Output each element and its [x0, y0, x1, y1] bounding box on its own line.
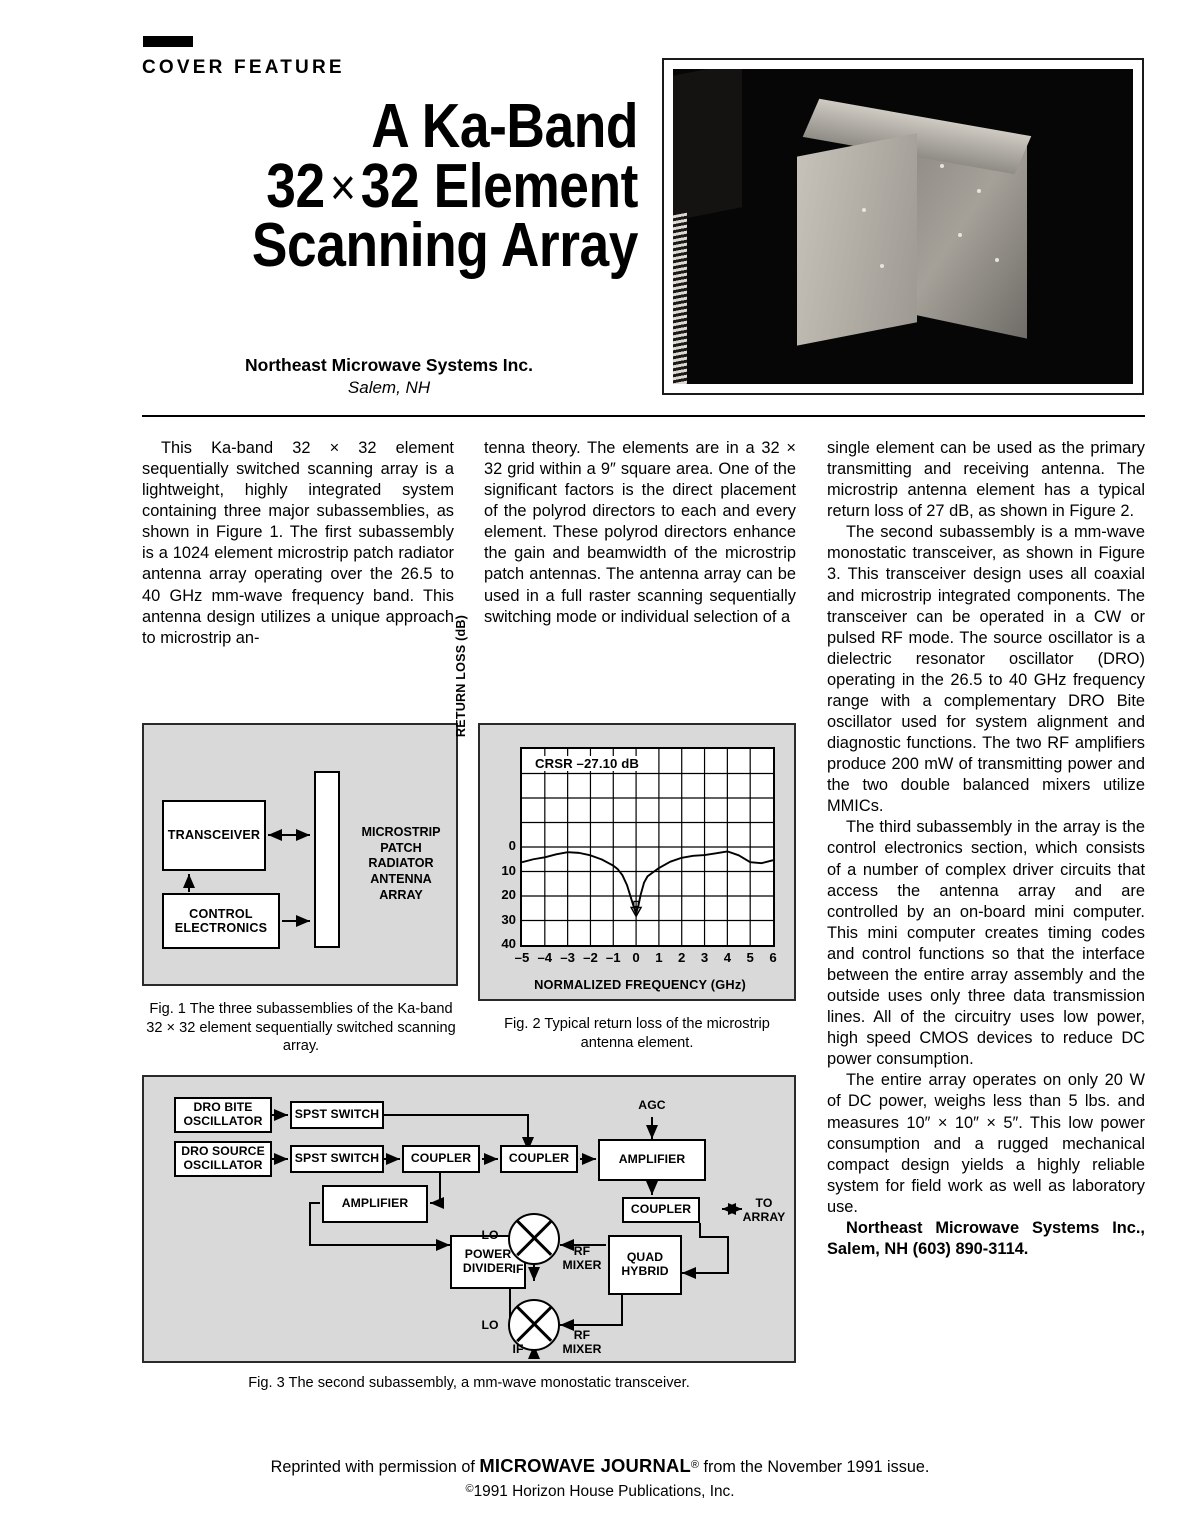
label-agc: AGC	[638, 1098, 666, 1112]
paragraph: The third subassembly in the array is the control electronics section, which consists of a number of complex driver circuits that access the antenna array and are controlled by an on-board mini computer. This mini computer creates timing codes and control functions so that the interface between the entire array assembly and the outside uses only three data transmission lines. All of the circuitry uses low power, high speed CMOS devices to reduce DC power consumption.	[827, 818, 1145, 1069]
paragraph: single element can be used as the primary transmitting and receiving antenna. The microstrip antenna element has a typical return loss of 27 dB, as shown in Figure 2.	[827, 439, 1145, 521]
label-lo-1: LO	[481, 1228, 499, 1242]
chassis-screw	[977, 189, 981, 193]
chart-x-tick-label: –5	[514, 950, 530, 965]
footer-copyright	[0, 1483, 1200, 1501]
cover-feature-kicker: COVER FEATURE	[142, 57, 345, 78]
block-control-electronics: CONTROL ELECTRONICS	[162, 893, 280, 949]
mixer-symbol-1	[508, 1213, 560, 1265]
chassis-screw	[940, 164, 944, 168]
chart-plot-area	[520, 747, 775, 947]
article-title	[140, 92, 638, 281]
chassis-cavity	[673, 69, 742, 221]
chart-x-tick-label: –1	[605, 950, 621, 965]
figure-1-connectors	[144, 725, 456, 984]
title-line-1: A Ka-Band	[371, 92, 638, 161]
figure-1-diagram	[142, 723, 458, 986]
chart-x-tick-label: 0	[632, 950, 640, 965]
footer-copyright-text: 1991 Horizon House Publications, Inc.	[473, 1483, 735, 1500]
footer-brand: MICROWAVE JOURNAL	[479, 1455, 691, 1476]
paragraph: The entire array operates on only 20 W of DC power, weighs less than 5 lbs. and measures 10″ × 10″ × 5″. This low power consumption and a rugged mechanical compact design yields a highly reliable system for field work as well as laboratory use.	[827, 1071, 1145, 1216]
chart-x-axis-label: NORMALIZED FREQUENCY (GHz)	[534, 977, 746, 992]
block-spst-switch-2: SPST SWITCH	[290, 1145, 384, 1173]
label-to-array: TO ARRAY	[742, 1196, 786, 1224]
label-lo-2: LO	[481, 1318, 499, 1332]
cover-photo-frame	[662, 58, 1144, 395]
block-transceiver: TRANSCEIVER	[162, 800, 266, 871]
label-rf-mixer-2: RF MIXER	[562, 1328, 602, 1356]
figure-2-chart	[454, 614, 796, 1001]
paragraph: tenna theory. The elements are in a 32 × 32 grid within a 9″ square area. One of the significant factors is the direct placement of the polyrod directors to each and every element. These polyrod directors enhance the gain and beamwidth of the microstrip patch antennas. The antenna array can be used in a full raster scanning sequentially switching mode or individual selection of a	[484, 439, 796, 626]
title-line-2	[210, 151, 638, 221]
registered-mark-icon: ®	[690, 1459, 699, 1471]
body-column-2	[484, 438, 796, 628]
body-column-3	[827, 438, 1145, 1260]
chart-y-tick-label: 20	[501, 887, 516, 902]
chassis-front-panel	[797, 133, 917, 345]
block-amplifier-top: AMPLIFIER	[598, 1139, 706, 1181]
block-spst-switch-1: SPST SWITCH	[290, 1101, 384, 1129]
chart-y-tick-label: 10	[501, 862, 516, 878]
label-microstrip-patch-radiator-antenna-array: MICROSTRIP PATCH RADIATOR ANTENNA ARRAY	[361, 825, 441, 902]
chart-y-axis-label: RETURN LOSS (dB)	[454, 614, 468, 738]
kicker-rule	[143, 36, 193, 47]
chart-x-tick-label: –4	[537, 950, 553, 965]
label-if-1: IF	[512, 1262, 524, 1276]
chart-x-tick-label: –2	[583, 950, 598, 965]
header-divider	[142, 415, 1145, 417]
chart-y-tick-label: 30	[501, 911, 516, 927]
chassis-screw	[862, 208, 866, 212]
chart-x-tick-label: 5	[746, 950, 754, 965]
chart-y-tick-label: 40	[501, 936, 516, 951]
chart-y-tick-label: 0	[508, 838, 516, 853]
chart-cursor-annotation: CRSR –27.10 dB	[535, 756, 640, 771]
footer-pre: Reprinted with permission of	[270, 1458, 480, 1476]
chassis-screw	[958, 233, 962, 237]
block-coupler-1: COUPLER	[402, 1145, 480, 1173]
label-rf-mixer-1: RF MIXER	[562, 1244, 602, 1272]
paragraph: This Ka-band 32 × 32 element sequentially switched scanning array is a lightweight, highly integrated system containing three major subassemblies, as shown in Figure 1. The first subassembly is a 1024 element microstrip patch radiator antenna array operating over the 26.5 to 40 GHz mm-wave frequency band. This antenna design utilizes a unique approach to microstrip an-	[142, 439, 454, 647]
title-line-3: Scanning Array	[251, 211, 638, 281]
figure-1-caption: Fig. 1 The three subassemblies of the Ka-band 32 × 32 element sequentially switched scanning array.	[146, 1001, 456, 1055]
byline-company: Northeast Microwave Systems Inc.	[245, 355, 533, 375]
multiply-icon: ×	[329, 158, 356, 217]
block-coupler-3: COUPLER	[622, 1197, 700, 1223]
footer-post: from the November 1991 issue.	[699, 1458, 930, 1476]
block-amplifier-left: AMPLIFIER	[322, 1185, 428, 1223]
chassis-connector-comb	[673, 213, 687, 384]
body-column-1	[142, 438, 454, 649]
chart-x-tick-label: 1	[655, 950, 663, 965]
block-dro-bite-oscillator: DRO BITE OSCILLATOR	[174, 1097, 272, 1133]
contact-paragraph: Northeast Microwave Systems Inc., Salem, NH (603) 890-3114.	[827, 1218, 1145, 1258]
block-coupler-2: COUPLER	[500, 1145, 578, 1173]
figure-2-caption: Fig. 2 Typical return loss of the microstrip antenna element.	[504, 1016, 770, 1051]
chart-x-tick-label: 4	[723, 950, 732, 965]
figure-3-caption: Fig. 3 The second subassembly, a mm-wave monostatic transceiver.	[248, 1375, 690, 1391]
chassis-screw	[995, 258, 999, 262]
title-line-2-b: 32 Element	[360, 151, 638, 221]
byline-location: Salem, NH	[347, 378, 431, 397]
chart-x-tick-label: –3	[560, 950, 575, 965]
block-power-divider: POWER DIVIDER	[450, 1235, 526, 1289]
paragraph: The second subassembly is a mm-wave monostatic transceiver, as shown in Figure 3. This transceiver design uses all coaxial and microstrip integrated components. The transceiver can be operated in a CW or pulsed RF mode. The source oscillator is a dielectric resonator oscillator (DRO) operating in the 26.5 to 40 GHz frequency range with a complementary DRO Bite oscillator used for system alignment and diagnostic functions. The two RF amplifiers produce 200 mW of transmitting power and the two double balanced mixers utilize MMICs.	[827, 523, 1145, 816]
cover-photo-image	[673, 69, 1133, 384]
chart-x-tick-label: 6	[769, 950, 777, 965]
label-if-2: IF	[512, 1342, 524, 1356]
chart-x-tick-label: 2	[678, 950, 686, 965]
chart-x-tick-label: 3	[700, 950, 709, 965]
title-line-2-a: 32	[266, 151, 325, 221]
block-dro-source-oscillator: DRO SOURCE OSCILLATOR	[174, 1141, 272, 1177]
figure-3-diagram	[142, 1075, 796, 1363]
footer-reprint-notice	[0, 1455, 1200, 1477]
block-quad-hybrid: QUAD HYBRID	[608, 1235, 682, 1295]
chart-svg	[522, 749, 773, 945]
copyright-icon: ©	[465, 1483, 474, 1495]
